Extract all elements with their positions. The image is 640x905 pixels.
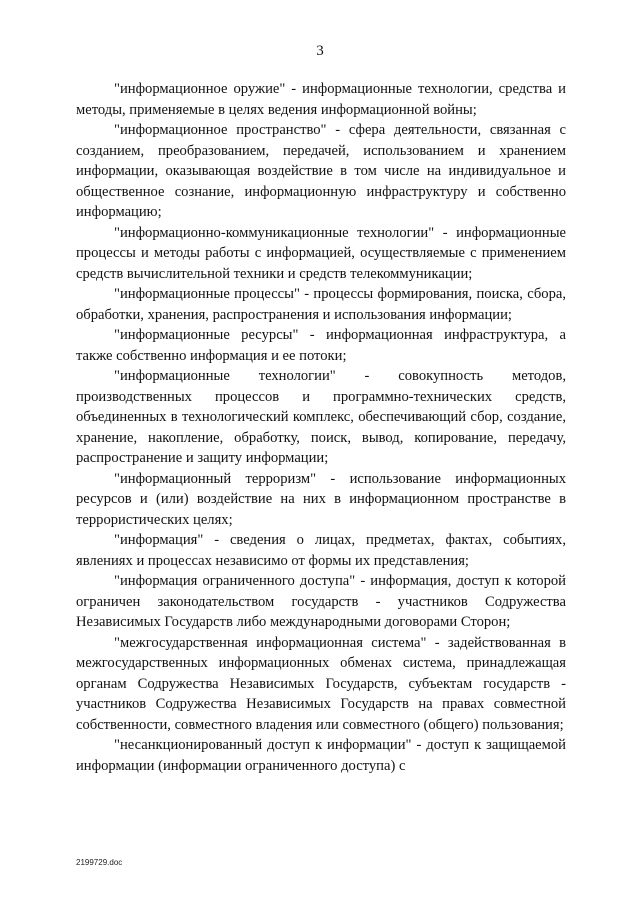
- definition-paragraph: "межгосударственная информационная система" - задействованная в межгосударственных информационных обменах система, принадлежащая органам Содружества Независимых Государств, субъектам государств - участников Содружества Независимых Государств на правах совместной собственности, совместного владения или совместного (общего) пользования;: [76, 634, 566, 733]
- definition-paragraph: "информационный терроризм" - использование информационных ресурсов и (или) воздействие на них в информационном пространстве в террористических целях;: [76, 470, 566, 528]
- definition-paragraph: "информационно-коммуникационные технологии" - информационные процессы и методы работы с информацией, осуществляемые с применением средств вычислительной техники и средств телекоммуникации;: [76, 224, 566, 282]
- footer-filename: 2199729.doc: [76, 858, 123, 867]
- definition-paragraph: "информационные технологии" - совокупность методов, производственных процессов и программно-технических средств, объединенных в технологический комплекс, обеспечивающий сбор, создание, хранение, накопление, обработку, поиск, вывод, копирование, передачу, распространение и защиту информации;: [76, 368, 566, 466]
- page-number: 3: [316, 43, 324, 59]
- definition-paragraph: "информация ограниченного доступа" - информация, доступ к которой ограничен законодательством государств - участников Содружества Независимых Государств либо международными договорами Сторон;: [76, 573, 566, 630]
- definition-paragraph: "несанкционированный доступ к информации" - доступ к защищаемой информации (информации ограниченного доступа) с: [76, 737, 566, 774]
- definition-paragraph: "информационное оружие" - информационные технологии, средства и методы, применяемые в целях ведения информационной войны;: [76, 81, 566, 118]
- definition-paragraph: "информационное пространство" - сфера деятельности, связанная с созданием, преобразованием, передачей, использованием и хранением информации, оказывающая воздействие в том числе на индивидуальное и общественное сознание, информационную инфраструктуру и собственно информацию;: [76, 122, 566, 220]
- document-body: [76, 79, 566, 776]
- definition-paragraph: "информация" - сведения о лицах, предметах, фактах, событиях, явлениях и процессах независимо от формы их представления;: [76, 532, 566, 569]
- definition-paragraph: "информационные процессы" - процессы формирования, поиска, сбора, обработки, хранения, распространения и использования информации;: [76, 286, 566, 323]
- definition-paragraph: "информационные ресурсы" - информационная инфраструктура, а также собственно информация и ее потоки;: [76, 327, 566, 364]
